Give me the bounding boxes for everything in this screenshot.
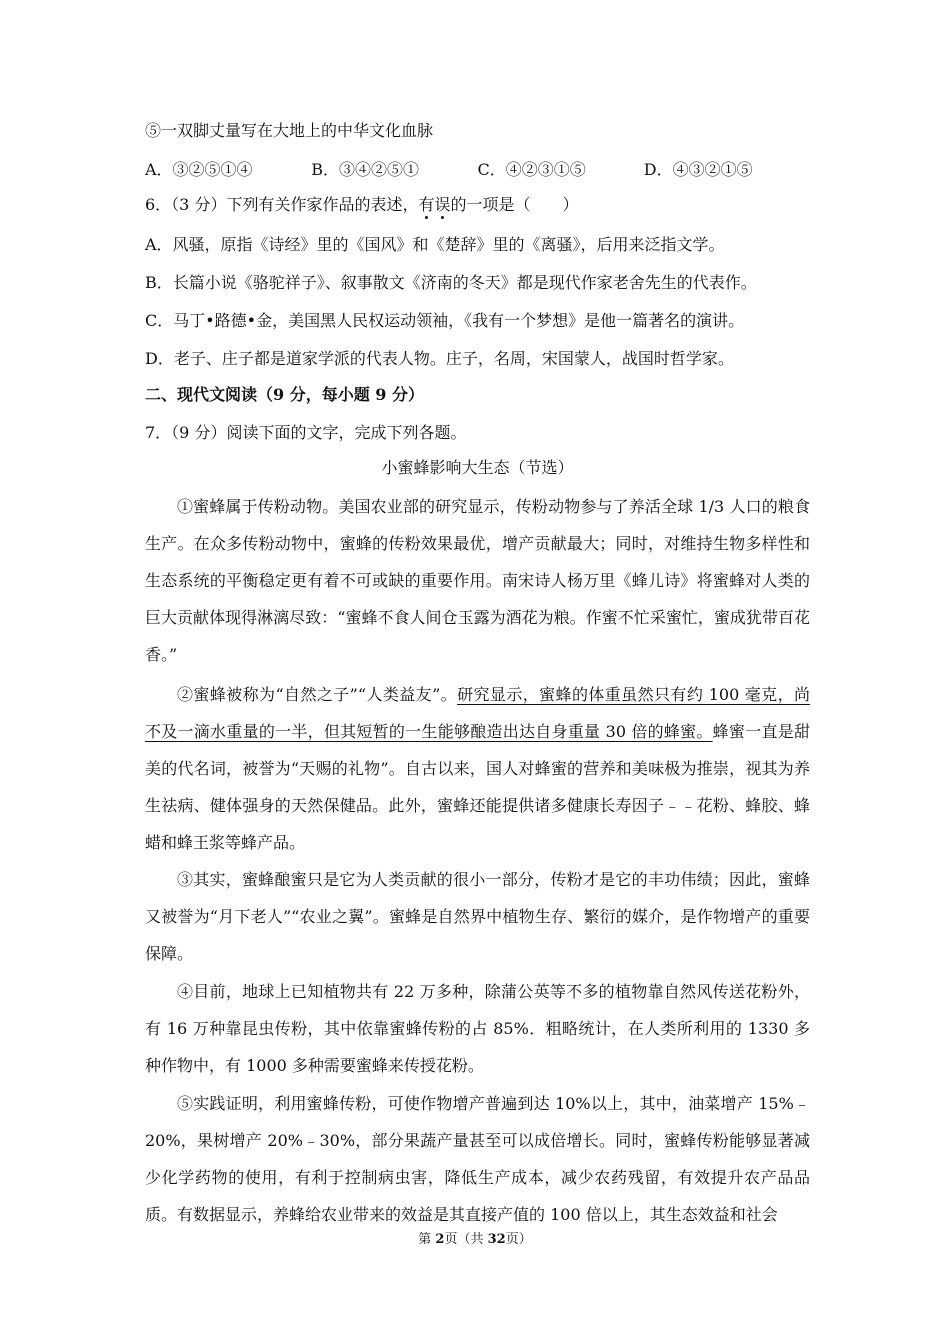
emphasis-dot: 有 xyxy=(418,195,435,214)
underlined-sentence: 研究显示，蜜蜂的体重虽然只有约 100 毫克，尚不及一滴水重量的一半，但其短暂的一生能够酿造出达自身重量 30 倍的蜂蜜。 xyxy=(145,685,810,741)
q5-option-c: C．④②③①⑤ xyxy=(477,160,586,179)
article-paragraph-2: ②蜜蜂被称为“自然之子”“人类益友”。研究显示，蜜蜂的体重虽然只有约 100 毫克，尚不及一滴水重量的一半，但其短暂的一生能够酿造出达自身重量 30 倍的蜂蜜。蜂蜜一直是甜美的代名词，被誉为“天赐的礼物”。自古以来，国人对蜂蜜的营养和美味极为推崇，视其为养生祛病、健体强身的天然保健品。此外，蜜蜂还能提供诸多健康长寿因子﹣﹣花粉、蜂胶、蜂蜡和蜂王浆等蜂产品。 xyxy=(145,685,810,852)
q5-option-a: A．③②⑤①④ xyxy=(145,160,253,179)
q5-option-b: B．③④②⑤① xyxy=(311,160,420,179)
article-title: 小蜜蜂影响大生态（节选） xyxy=(381,458,574,477)
article-paragraph-1: ①蜜蜂属于传粉动物。美国农业部的研究显示，传粉动物参与了养活全球 1/3 人口的粮食生产。在众多传粉动物中，蜜蜂的传粉效果最优，增产贡献最大；同时，对维持生物多样性和生态系统的平衡稳定更有着不可或缺的重要作用。南宋诗人杨万里《蜂儿诗》将蜜蜂对人类的巨大贡献体现得淋漓尽致：“蜜蜂不食人间仓玉露为酒花为粮。作蜜不忙采蜜忙，蜜成犹带百花香。” xyxy=(145,497,810,664)
section-heading: 二、现代文阅读（9 分，每小题 9 分） xyxy=(145,385,424,404)
q7-stem: 7．（9 分）阅读下面的文字，完成下列各题。 xyxy=(145,423,467,442)
page-total: 32 xyxy=(487,1232,506,1247)
q6-stem: 6．（3 分）下列有关作家作品的表述，有误的一项是（ ） xyxy=(145,195,579,214)
q6-option-d: D．老子、庄子都是道家学派的代表人物。庄子，名周，宋国蒙人，战国时哲学家。 xyxy=(145,349,734,368)
q6-option-c: C．马丁•路德•金，美国黑人民权运动领袖，《我有一个梦想》是他一篇著名的演讲。 xyxy=(145,311,745,330)
emphasis-dot: 误 xyxy=(434,195,451,214)
q5-option-d: D．④③②①⑤ xyxy=(643,160,753,179)
q6-option-b: B．长篇小说《骆驼祥子》、叙事散文《济南的冬天》都是现代作家老舍先生的代表作。 xyxy=(145,273,757,292)
article-paragraph-5: ⑤实践证明，利用蜜蜂传粉，可使作物增产普遍到达 10%以上，其中，油菜增产 15%﹣20%，果树增产 20%﹣30%，部分果蔬产量甚至可以成倍增长。同时，蜜蜂传粉能够显著减少化学药物的使用，有利于控制病虫害，降低生产成本，减少农药残留，有效提升农产品品质。有数据显示，养蜂给农业带来的效益是其直接产值的 100 倍以上，其生态效益和社会 xyxy=(145,1094,810,1224)
page-footer: 第 2页（共 32页） xyxy=(418,1232,532,1247)
q5-options xyxy=(145,159,810,181)
q6-option-a: A．风骚，原指《诗经》里的《国风》和《楚辞》里的《离骚》，后用来泛指文学。 xyxy=(145,235,725,254)
page-number: 2 xyxy=(435,1232,445,1247)
article-paragraph-3: ③其实，蜜蜂酿蜜只是它为人类贡献的很小一部分，传粉才是它的丰功伟绩；因此，蜜蜂又被誉为“月下老人”“农业之翼”。蜜蜂是自然界中植物生存、繁衍的媒介，是作物增产的重要保障。 xyxy=(145,870,810,963)
q5-item-5: ⑤一双脚丈量写在大地上的中华文化血脉 xyxy=(145,121,434,140)
article-paragraph-4: ④目前，地球上已知植物共有 22 万多种，除蒲公英等不多的植物靠自然风传送花粉外，有 16 万种靠昆虫传粉，其中依靠蜜蜂传粉的占 85%．粗略统计，在人类所利用的 1330 多种作物中，有 1000 多种需要蜜蜂来传授花粉。 xyxy=(145,982,810,1075)
